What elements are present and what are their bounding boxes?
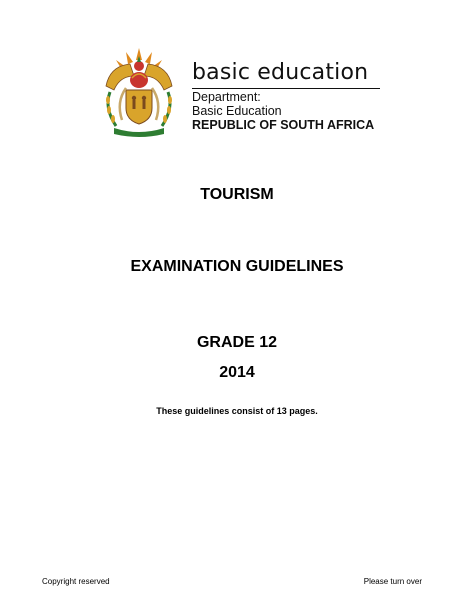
country-name: REPUBLIC OF SOUTH AFRICA (192, 118, 375, 132)
brand-name: basic education (192, 60, 369, 85)
coat-of-arms-icon (96, 42, 182, 138)
grade-label: GRADE 12 (196, 334, 278, 351)
department-label: Department: (192, 90, 261, 104)
year-label: 2014 (219, 364, 255, 381)
letterhead (96, 42, 396, 142)
brand-underline (192, 88, 380, 89)
document-type: EXAMINATION GUIDELINES (130, 258, 344, 275)
subject-title: TOURISM (200, 186, 274, 203)
page-count-note: These guidelines consist of 13 pages. (156, 406, 318, 416)
copyright-notice: Copyright reserved (42, 577, 110, 586)
department-name: Basic Education (192, 104, 282, 118)
turn-over-notice: Please turn over (363, 577, 422, 586)
